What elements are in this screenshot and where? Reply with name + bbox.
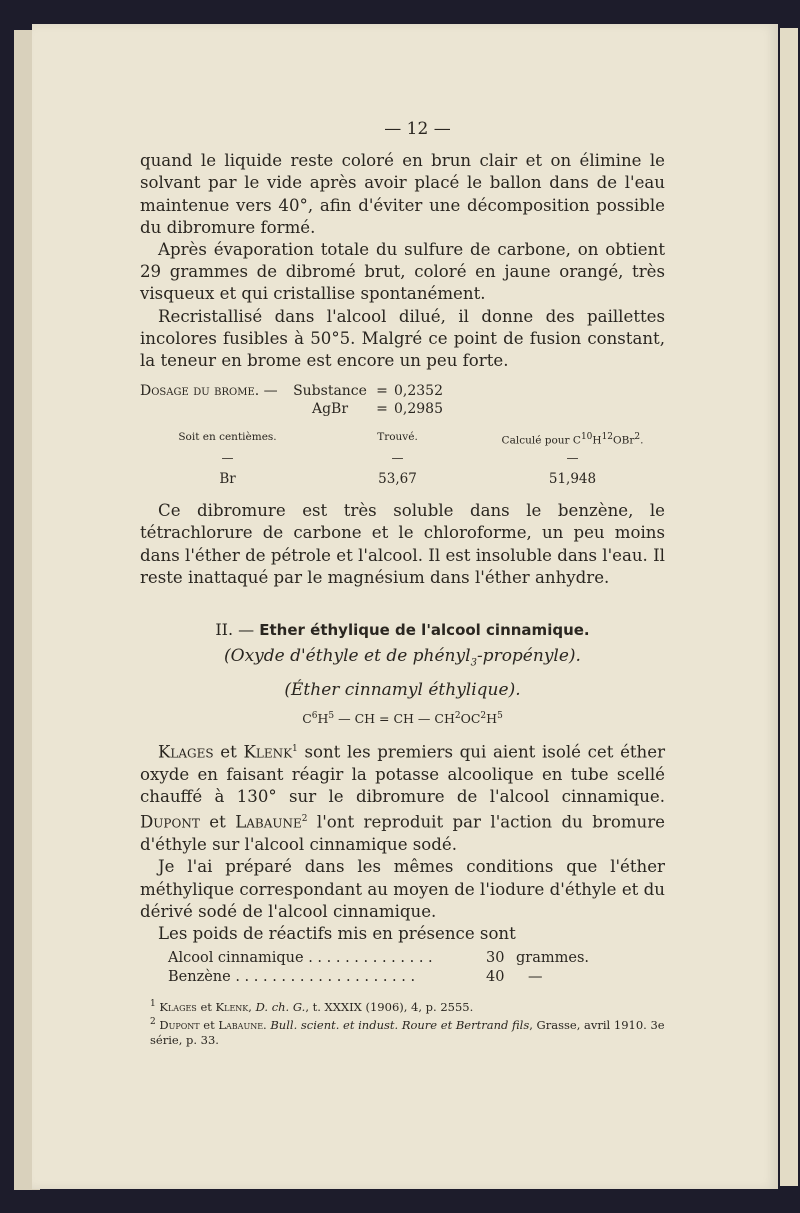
- section-subtitle-2: (Éther cinnamyl éthylique).: [284, 679, 521, 700]
- paragraph-2: Après évaporation totale du sulfure de carbone, on obtient 29 grammes de dibromé brut, coloré en jaune orangé, très visqueux et qui cristallise spontanément.: [140, 240, 665, 304]
- bromine-assay: Dosage du brome. — Substance = 0,2352 AgBr = 0,2985: [140, 382, 665, 418]
- assay-row1-value: 0,2352: [394, 383, 443, 400]
- assay-label: Dosage du brome.: [140, 383, 260, 400]
- page-content: [140, 118, 665, 1048]
- footnote-2: $^2$ Dupont et Labaune. Bull. scient. et indust. Roure et Bertrand fils, Grasse, avril 1910. 3e série, p. 33.: [150, 1017, 665, 1047]
- reagent-row: Benzène . . . . . . . . . . . . . . . . . . . . 40 —: [168, 969, 543, 986]
- assay-row2-value: 0,2985: [394, 401, 443, 418]
- results-values: Br 53,67 51,948: [219, 470, 597, 487]
- chemical-formula: $C^6H^5$ — CH = CH — $CH^2OC^2H^5$: [302, 710, 503, 727]
- assay-row2-name: AgBr: [311, 401, 349, 418]
- paragraph-7: Les poids de réactifs mis en présence sont: [158, 924, 516, 943]
- paragraph-4: Ce dibromure est très soluble dans le benzène, le tétrachlorure de carbone et le chloroforme, un peu moins dans l'éther de pétrole et l'alcool. Il est insoluble dans l'eau. Il reste inattaqué par le magnésium dans l'éther anhydre.: [140, 501, 665, 587]
- results-header: Soit en centièmes. Trouvé. Calculé pour $C^{10}H^{12}OBr^2$.: [178, 431, 644, 447]
- paragraph-3: Recristallisé dans l'alcool dilué, il donne des paillettes incolores fusibles à 50°5. Malgré ce point de fusion constant, la teneur en brome est encore un peu forte.: [140, 306, 665, 371]
- reagents-list: [140, 949, 665, 987]
- reagent-row: Alcool cinnamique . . . . . . . . . . . . . . 30 grammes.: [168, 950, 589, 967]
- footnote-1: $^1$ Klages et Klenk, D. ch. G., t. XXXIX (1906), 4, p. 2555.: [150, 999, 474, 1015]
- paragraph-1: quand le liquide reste coloré en brun clair et on élimine le solvant par le vide après avoir placé le ballon dans de l'eau maintenue vers 40°, afin d'éviter une décomposition possible du dibromure formé.: [140, 151, 665, 237]
- page-number: — 12 —: [384, 119, 451, 139]
- results-dashes: — — —: [221, 450, 579, 465]
- page-edge: [780, 28, 798, 1186]
- paragraph-5: Klages et Klenk$^1$ sont les premiers qui aient isolé cet éther oxyde en faisant réagir la potasse alcoolique en tube scellé chauffé à 130° sur le dibromure de l'alcool cinnamique. Dupont et Labaune$^2$ l'ont reproduit par l'action du bromure d'éthyle sur l'alcool cinnamique sodé.: [140, 742, 665, 855]
- footnotes: [140, 997, 665, 1048]
- paragraph-6: Je l'ai préparé dans les mêmes conditions que l'éther méthylique correspondant au moyen de l'iodure d'éthyle et du dérivé sodé de l'alcool cinnamique.: [140, 857, 665, 921]
- section-subtitle-1: (Oxyde d'éthyle et de phényl$_3$-propényle).: [224, 646, 581, 669]
- assay-row1-name: Substance: [293, 383, 367, 400]
- section-heading: II. — Ether éthylique de l'alcool cinnamique.: [215, 619, 590, 639]
